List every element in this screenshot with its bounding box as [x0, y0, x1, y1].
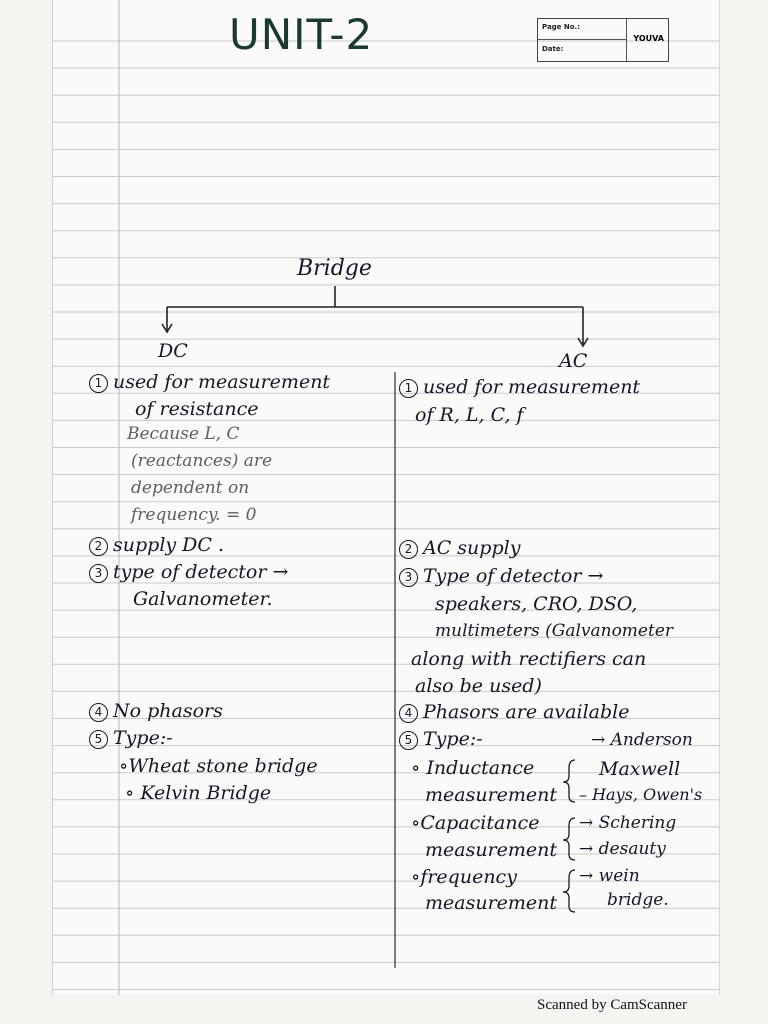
point-number-4: 4	[89, 703, 108, 722]
ac-point-2: 2 AC supply	[399, 539, 520, 559]
ac-point-3-line2: speakers, CRO, DSO,	[435, 593, 638, 615]
point-number-4: 4	[399, 704, 418, 723]
dc-type-kelvin: ∘ Kelvin Bridge	[125, 782, 272, 804]
ac-wein-bridge: bridge.	[607, 890, 669, 910]
dc-note-line4: frequency. = 0	[131, 505, 257, 525]
ac-maxwell: Maxwell	[599, 758, 681, 780]
ac-anderson: → Anderson	[591, 730, 693, 750]
notebook-page	[52, 0, 720, 995]
ac-inductance-measurement: measurement	[425, 784, 558, 806]
dc-point-5: 5 Type:-	[89, 729, 173, 749]
dc-branch-label: DC	[158, 340, 188, 362]
ac-wein: → wein	[579, 866, 640, 886]
page-title: UNIT-2	[229, 10, 374, 59]
point-number-3: 3	[399, 568, 418, 587]
ac-frequency-label: ∘frequency	[411, 866, 517, 888]
dc-point-2: 2 supply DC .	[89, 536, 224, 556]
dc-point-1: 1 used for measurement	[89, 373, 330, 393]
dc-point-3: 3 type of detector →	[89, 563, 288, 583]
point-number-2: 2	[89, 537, 108, 556]
point-number-5: 5	[399, 731, 418, 750]
ac-point-5: 5 Type:-	[399, 730, 483, 750]
ac-capacitance-label: ∘Capacitance	[411, 812, 540, 834]
point-number-2: 2	[399, 540, 418, 559]
ac-branch-label: AC	[559, 350, 588, 372]
ac-point-3-line3: multimeters (Galvanometer	[435, 621, 674, 641]
page-number-box	[537, 18, 669, 62]
dc-note-line3: dependent on	[131, 478, 250, 498]
ac-frequency-measurement: measurement	[425, 892, 558, 914]
dc-point-3-line2: Galvanometer.	[133, 588, 273, 610]
curly-braces	[563, 760, 575, 912]
point-number-3: 3	[89, 564, 108, 583]
date-label: Date:	[542, 45, 564, 53]
ac-point-3-line5: also be used)	[415, 675, 542, 697]
dc-point-1-line2: of resistance	[135, 398, 259, 420]
bridge-root-label: Bridge	[297, 256, 372, 281]
dc-note-line2: (reactances) are	[131, 451, 273, 471]
ac-point-4: 4 Phasors are available	[399, 703, 629, 723]
bridge-branch-lines	[162, 286, 588, 346]
brand-logo: YOUVA	[633, 34, 664, 43]
dc-point-4: 4 No phasors	[89, 702, 223, 722]
point-number-1: 1	[89, 374, 108, 393]
point-number-1: 1	[399, 379, 418, 398]
ac-desauty: → desauty	[579, 839, 666, 859]
ac-point-3: 3 Type of detector →	[399, 567, 603, 587]
scanner-watermark: Scanned by CamScanner	[537, 997, 687, 1013]
point-number-5: 5	[89, 730, 108, 749]
ac-schering: → Schering	[579, 813, 677, 833]
ac-inductance-label: ∘ Inductance	[411, 757, 535, 779]
ac-point-1: 1 used for measurement	[399, 378, 640, 398]
ac-capacitance-measurement: measurement	[425, 839, 558, 861]
page-no-label: Page No.:	[542, 23, 580, 31]
ac-hays-owens: – Hays, Owen's	[579, 785, 703, 804]
dc-note-line1: Because L, C	[127, 424, 240, 444]
dc-type-wheatstone: ∘Wheat stone bridge	[119, 755, 318, 777]
ac-point-3-line4: along with rectifiers can	[411, 648, 647, 670]
ac-point-1-line2: of R, L, C, f	[415, 404, 524, 426]
